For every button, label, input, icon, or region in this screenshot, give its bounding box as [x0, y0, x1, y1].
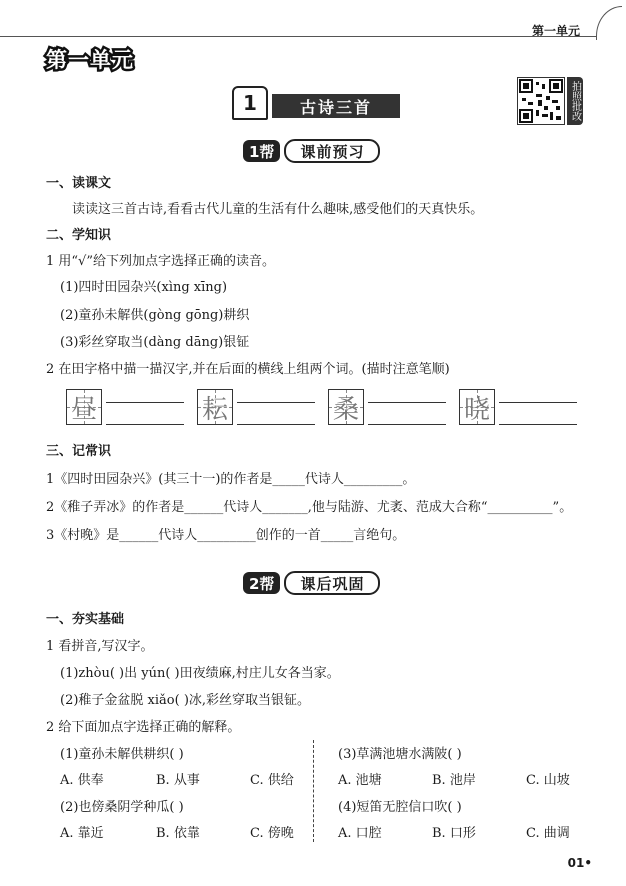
option-a[interactable]: A. 靠近	[60, 826, 104, 841]
pronunciation-item-3: (3)彩丝穿取当(dàng dāng)银钲	[60, 335, 250, 350]
option-b[interactable]: B. 口形	[432, 826, 476, 841]
heading-remember-facts: 三、记常识	[46, 444, 112, 459]
meaning-item-1: (1)童孙未解供耕织( )	[60, 747, 184, 762]
column-divider	[313, 740, 314, 842]
tianzige-box-3[interactable]: 桑	[328, 389, 364, 425]
option-a[interactable]: A. 口腔	[338, 826, 382, 841]
question-meaning: 2 给下面加点字选择正确的解释。	[46, 720, 241, 735]
meaning-item-4: (4)短笛无腔信口吹( )	[338, 800, 462, 815]
meaning-item-3: (3)草满池塘水满陂( )	[338, 747, 462, 762]
option-c[interactable]: C. 山坡	[526, 773, 570, 788]
page-number: 01•	[567, 856, 592, 870]
header-page-curl	[596, 6, 622, 40]
option-b[interactable]: B. 依靠	[156, 826, 200, 841]
badge-label: 课前预习	[284, 139, 380, 163]
option-a[interactable]: A. 供奉	[60, 773, 104, 788]
tianzige-box-1[interactable]: 昼	[66, 389, 102, 425]
fact-question-3[interactable]: 3《村晚》是______代诗人_________创作的一首_____言绝句。	[46, 528, 406, 543]
badge-label: 课后巩固	[284, 571, 380, 595]
qr-tab-label: 拍照批改	[567, 77, 583, 125]
question-1-pronunciation: 1 用“√”给下列加点字选择正确的读音。	[46, 254, 275, 269]
question-2-tracing: 2 在田字格中描一描汉字,并在后面的横线上组两个词。(描时注意笔顺)	[46, 362, 450, 377]
option-c[interactable]: C. 供给	[250, 773, 294, 788]
fact-question-1[interactable]: 1《四时田园杂兴》(其三十一)的作者是_____代诗人_________。	[46, 472, 416, 487]
option-c[interactable]: C. 曲调	[526, 826, 570, 841]
lesson-number: 1	[232, 86, 268, 120]
option-b[interactable]: B. 池岸	[432, 773, 476, 788]
question-pinyin: 1 看拼音,写汉字。	[46, 639, 154, 654]
unit-title: 第一单元	[46, 48, 134, 72]
heading-read-text: 一、读课文	[46, 176, 112, 191]
heading-learn-knowledge: 二、学知识	[46, 228, 112, 243]
qr-code[interactable]	[517, 77, 565, 125]
qr-code-icon	[518, 78, 564, 124]
tianzige-box-4[interactable]: 晓	[459, 389, 495, 425]
pinyin-item-1[interactable]: (1)zhòu( )出 yún( )田夜绩麻,村庄儿女各当家。	[60, 666, 340, 681]
option-c[interactable]: C. 傍晚	[250, 826, 294, 841]
badge-tag: 2帮	[243, 572, 280, 594]
badge-tag: 1帮	[243, 140, 280, 162]
pronunciation-item-1: (1)四时田园杂兴(xìng xīng)	[60, 280, 228, 295]
header-unit-label: 第一单元	[531, 24, 580, 38]
header-rule	[0, 36, 596, 37]
option-a[interactable]: A. 池塘	[338, 773, 382, 788]
option-b[interactable]: B. 从事	[156, 773, 200, 788]
section-badge-review	[243, 571, 380, 595]
meaning-item-2: (2)也傍桑阴学种瓜( )	[60, 800, 184, 815]
read-text-instruction: 读读这三首古诗,看看古代儿童的生活有什么趣味,感受他们的天真快乐。	[72, 202, 484, 217]
tianzige-box-2[interactable]: 耘	[197, 389, 233, 425]
heading-basics: 一、夯实基础	[46, 612, 125, 627]
pinyin-item-2[interactable]: (2)稚子金盆脱 xiǎo( )冰,彩丝穿取当银钲。	[60, 693, 311, 708]
section-badge-preview	[243, 139, 380, 163]
pronunciation-item-2: (2)童孙未解供(gòng gōng)耕织	[60, 308, 250, 323]
lesson-title: 古诗三首	[272, 94, 400, 118]
fact-question-2[interactable]: 2《稚子弄冰》的作者是______代诗人_______,他与陆游、尤袤、范成大合称“__________”。	[46, 500, 573, 515]
